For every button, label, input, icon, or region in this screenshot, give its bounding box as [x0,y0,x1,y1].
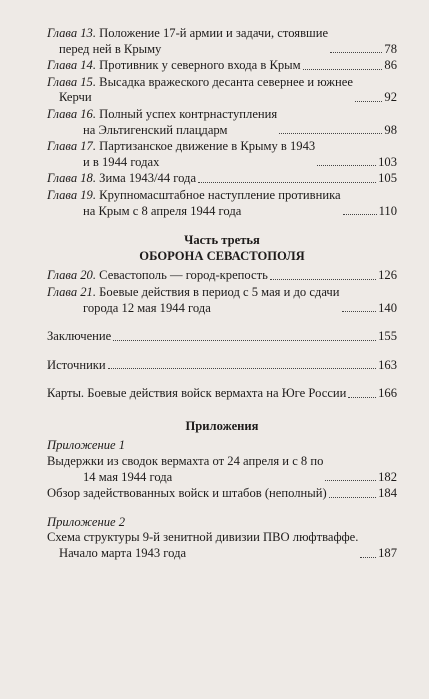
page-number: 126 [378,268,397,283]
toc-entry-ch13 [47,26,397,57]
chapter-title: Положение 17-й армии и задачи, стоявшие [99,26,329,40]
appendices-heading: Приложения [185,418,259,433]
toc-entry-ch15 [47,75,397,106]
section-title: Источники [47,357,106,372]
chapter-label: Глава 19. [47,187,97,202]
page-number: 182 [378,469,397,484]
page-number: 155 [378,329,397,344]
leader-dots [330,51,382,53]
leader-dots [317,164,376,166]
appendix-title-cont: 14 мая 1944 года [83,469,173,484]
section-title: Заключение [47,329,112,344]
appendix-title: Схема структуры 9-й зенитной дивизии ПВО люфтваффе. [47,530,359,545]
toc-entry-app1-2 [47,486,397,502]
leader-dots [198,181,376,183]
chapter-label: Глава 13. [47,26,97,40]
leader-dots [355,100,382,102]
chapter-title: Высадка вражеского десанта севернее и южнее [99,74,353,89]
toc-entry-ch14 [47,58,397,74]
chapter-title: Полный успех контрнаступления [99,106,278,121]
appendix-label: Приложение 1 [47,438,126,453]
chapter-label: Глава 20. [47,268,97,283]
toc-entry-ch19 [47,188,397,219]
toc-entry-conclusion [47,329,397,345]
appendix-label: Приложение 2 [47,514,126,529]
leader-dots [113,339,376,341]
page-number: 184 [378,486,397,501]
leader-dots [325,479,376,481]
chapter-title: Партизанское движение в Крыму в 1943 [99,139,316,154]
chapter-title-cont: перед ней в Крыму [59,41,162,56]
page-number: 166 [378,386,397,401]
chapter-title-cont: и в 1944 годах [83,154,160,169]
page-number: 140 [378,300,397,315]
page-number: 98 [384,122,397,137]
chapter-title-cont: на Эльтигенский плацдарм [83,122,228,137]
toc-entry-ch17 [47,139,397,170]
chapter-title-cont: города 12 мая 1944 года [83,300,211,315]
toc-entry-maps [47,386,397,402]
leader-dots [348,396,376,398]
toc-entry-sources [47,358,397,374]
chapter-title-cont: Керчи [59,90,92,105]
page-number: 163 [378,357,397,372]
appendix-title: Обзор задействованных войск и штабов (неполный) [47,486,327,501]
chapter-title-cont: на Крым с 8 апреля 1944 года [83,203,242,218]
toc-entry-app1-1 [47,454,397,485]
part-title: ОБОРОНА СЕВАСТОПОЛЯ [139,248,305,263]
leader-dots [360,556,376,558]
toc-entry-ch20 [47,268,397,284]
section-title: Карты. Боевые действия войск вермахта на Юге России [47,386,347,401]
chapter-label: Глава 17. [47,139,97,154]
chapter-title: Боевые действия в период с 5 мая и до сдачи [99,284,340,299]
chapter-label: Глава 18. [47,171,97,186]
part-heading: Часть третья [184,233,260,248]
appendix-title-cont: Начало марта 1943 года [59,546,187,561]
chapter-title: Крупномасштабное наступление противника [99,187,341,202]
page-number: 110 [378,203,397,218]
page-number: 187 [378,546,397,561]
leader-dots [303,68,383,70]
leader-dots [279,132,382,134]
chapter-title: Противник у северного входа в Крым [99,58,301,73]
toc-entry-app2-1 [47,530,397,561]
toc-entry-ch21 [47,285,397,316]
leader-dots [343,213,377,215]
chapter-label: Глава 15. [47,74,97,89]
page-number: 78 [384,41,397,56]
page-number: 105 [378,171,397,186]
chapter-title: Зима 1943/44 года [99,171,197,186]
page-number: 86 [384,58,397,73]
leader-dots [108,367,376,369]
leader-dots [342,310,377,312]
toc-entry-ch16 [47,107,397,138]
page-number: 103 [378,154,397,169]
table-of-contents [47,26,397,563]
toc-entry-ch18 [47,171,397,187]
chapter-label: Глава 21. [47,284,97,299]
chapter-label: Глава 16. [47,106,97,121]
chapter-title: Севастополь — город-крепость [99,268,268,283]
leader-dots [270,278,376,280]
page-number: 92 [384,90,397,105]
leader-dots [329,496,376,498]
appendix-title: Выдержки из сводок вермахта от 24 апреля и с 8 по [47,454,324,469]
chapter-label: Глава 14. [47,58,97,73]
